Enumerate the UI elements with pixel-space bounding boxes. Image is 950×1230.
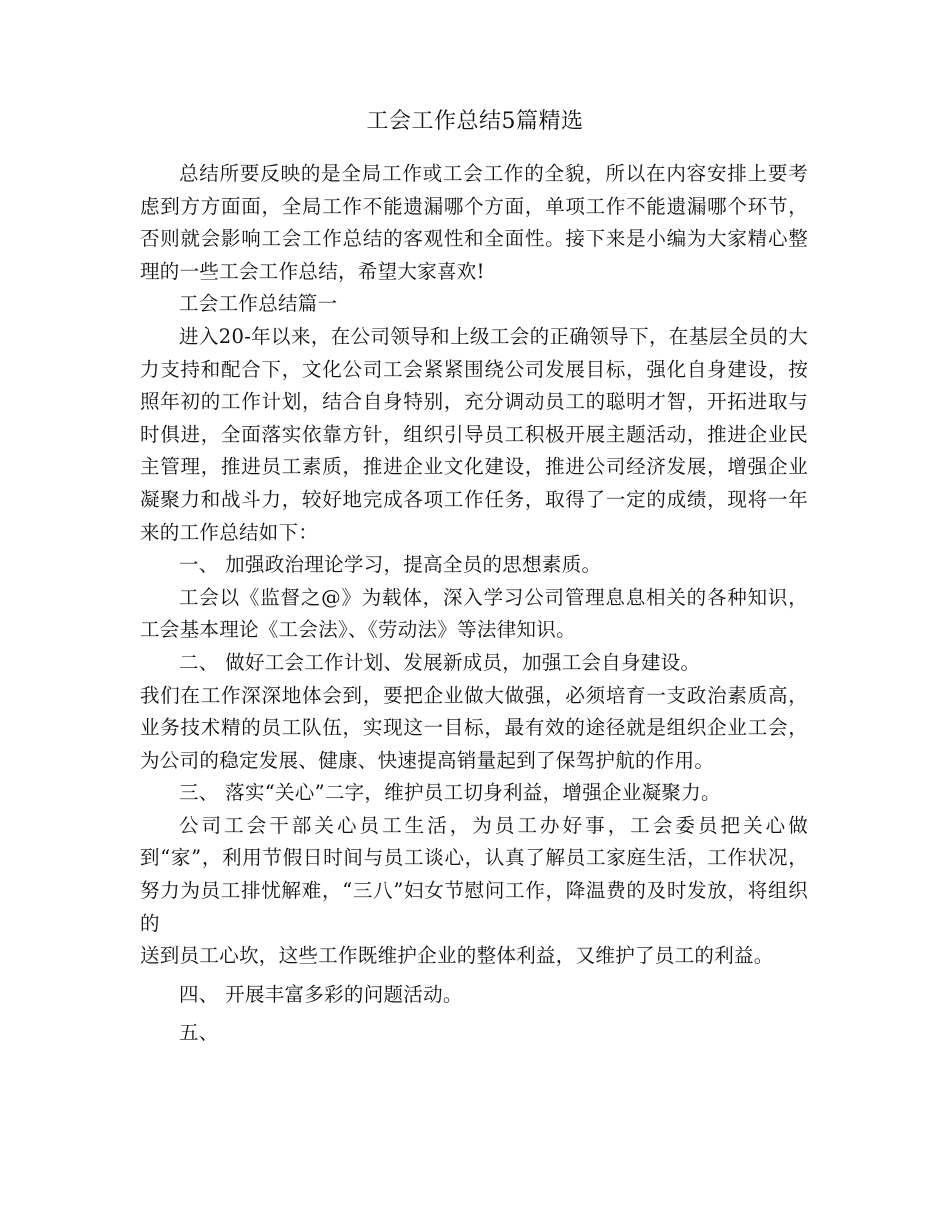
document-title: 工会工作总结5篇精选: [366, 109, 584, 134]
document-body: [140, 158, 808, 1050]
item-heading-two: 二、 做好工会工作计划、发展新成员，加强工会自身建设。: [179, 650, 701, 674]
item-heading-one: 一、 加强政治理论学习，提高全员的思想素质。: [179, 553, 602, 577]
item-one-paragraph: 工会以《监督之@》为载体，深入学习公司管理息息相关的各种知识，工会基本理论《工会法》、《劳动法》等法律知识。: [140, 585, 808, 642]
item-heading-five: 五、: [179, 1021, 219, 1045]
item-three-paragraph: 公司工会干部关心员工生活，为员工办好事，工会委员把关心做到“家”，利用节假日时间与员工谈心，认真了解员工家庭生活，工作状况，努力为员工排忧解难，“三八”妇女节慰问工作，降温费的及时发放，将组织的: [140, 813, 808, 935]
intro-paragraph: 总结所要反映的是全局工作或工会工作的全貌，所以在内容安排上要考虑到方方面面，全局工作不能遗漏哪个方面，单项工作不能遗漏哪个环节，否则就会影响工会工作总结的客观性和全面性。接下来是小编为大家精心整理的一些工会工作总结，希望大家喜欢!: [140, 162, 808, 283]
overview-paragraph: 进入20-年以来，在公司领导和上级工会的正确领导下，在基层全员的大力支持和配合下，文化公司工会紧紧围绕公司发展目标，强化自身建设，按照年初的工作计划，结合自身特别，充分调动员工的聪明才智，开拓进取与时俱进，全面落实依靠方针，组织引导员工积极开展主题活动，推进企业民主管理，推进员工素质，推进企业文化建设，推进公司经济发展，增强企业凝聚力和战斗力，较好地完成各项工作任务，取得了一定的成绩，现将一年来的工作总结如下：: [140, 324, 808, 544]
item-two-paragraph: 我们在工作深深地体会到，要把企业做大做强，必须培育一支政治素质高，业务技术精的员工队伍，实现这一目标，最有效的途径就是组织企业工会，为公司的稳定发展、健康、快速提高销量起到了保驾护航的作用。: [140, 683, 808, 772]
item-three-continuation: 送到员工心坎，这些工作既维护企业的整体利益，又维护了员工的利益。: [140, 944, 774, 968]
item-heading-four: 四、 开展丰富多彩的问题活动。: [179, 982, 463, 1006]
item-heading-three: 三、 落实“关心”二字，维护员工切身利益，增强企业凝聚力。: [179, 781, 721, 805]
section-heading-part-one: 工会工作总结篇一: [179, 292, 338, 316]
